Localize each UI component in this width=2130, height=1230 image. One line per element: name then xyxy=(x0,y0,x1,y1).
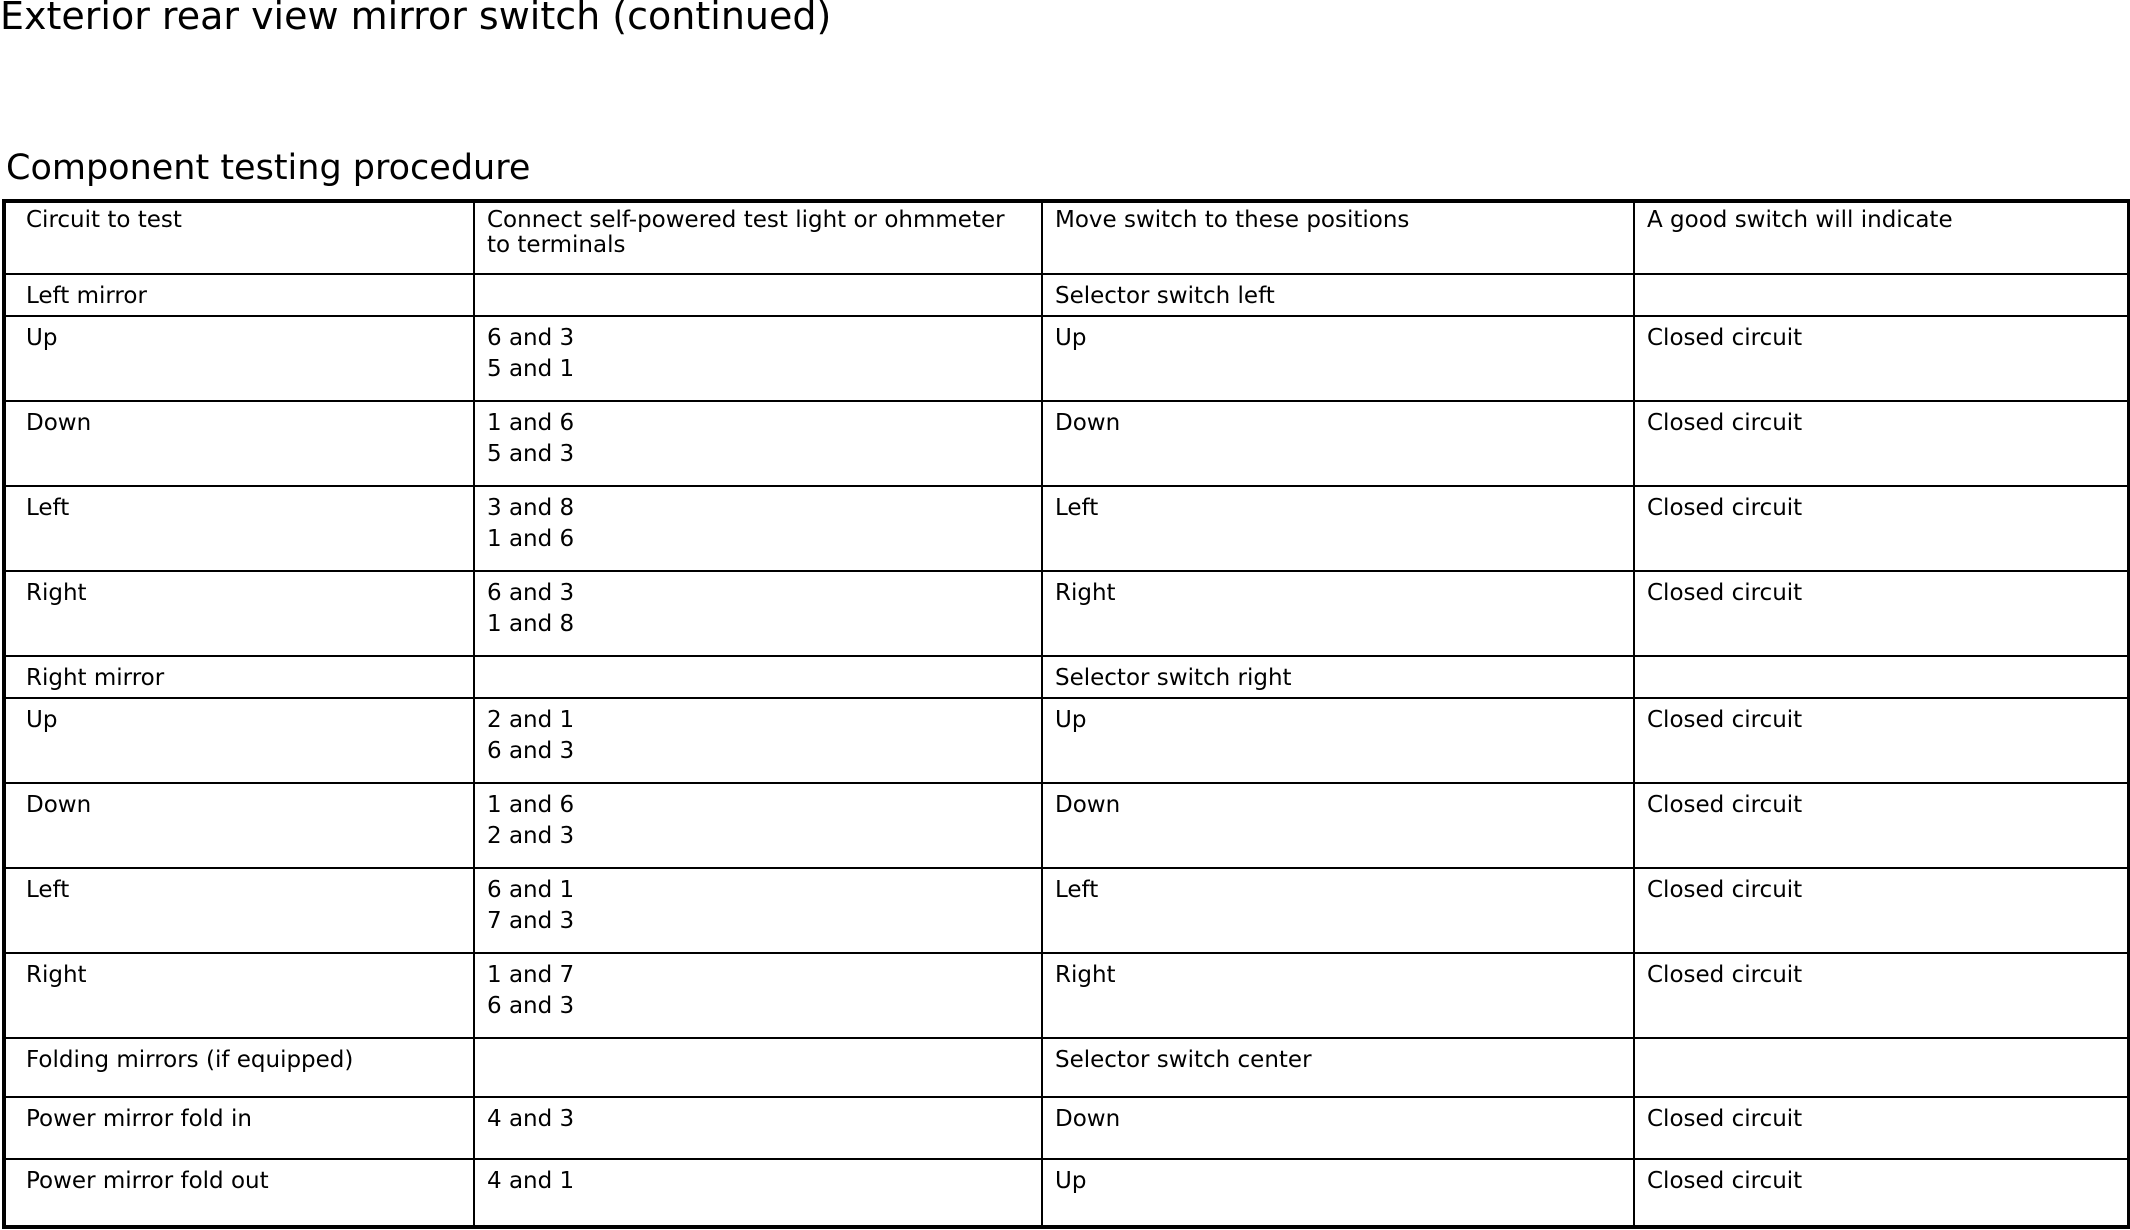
cell-switch-position: Up xyxy=(1042,1159,1634,1227)
cell-switch-position: Right xyxy=(1042,953,1634,1038)
cell-terminals xyxy=(474,1097,1042,1159)
cell-switch-position: Selector switch right xyxy=(1042,656,1634,698)
cell-switch-position: Selector switch center xyxy=(1042,1038,1634,1097)
cell-result: Closed circuit xyxy=(1634,868,2129,953)
terminal-pair: 2 and 1 xyxy=(487,707,575,733)
section-title: Component testing procedure xyxy=(6,148,531,188)
cell-result: Closed circuit xyxy=(1634,316,2129,401)
cell-result: Closed circuit xyxy=(1634,1159,2129,1227)
table-row xyxy=(4,656,2129,698)
cell-result: Closed circuit xyxy=(1634,486,2129,571)
cell-terminals xyxy=(474,1038,1042,1097)
terminal-pair: 6 and 3 xyxy=(487,580,575,606)
cell-terminals xyxy=(474,401,1042,486)
cell-switch-position: Selector switch left xyxy=(1042,274,1634,316)
terminal-pair: 4 and 3 xyxy=(487,1106,575,1132)
cell-circuit: Up xyxy=(4,316,474,401)
cell-circuit: Folding mirrors (if equipped) xyxy=(4,1038,474,1097)
cell-circuit: Down xyxy=(4,783,474,868)
terminal-pair: 6 and 3 xyxy=(487,325,575,351)
terminal-pair: 3 and 8 xyxy=(487,495,575,521)
cell-result: Closed circuit xyxy=(1634,571,2129,656)
table-row xyxy=(4,1038,2129,1097)
cell-switch-position: Down xyxy=(1042,1097,1634,1159)
cell-terminals xyxy=(474,571,1042,656)
cell-circuit: Right mirror xyxy=(4,656,474,698)
terminal-pair: 6 and 3 xyxy=(487,738,575,764)
component-testing-table xyxy=(2,199,2130,1229)
cell-terminals xyxy=(474,698,1042,783)
terminal-pair: 1 and 6 xyxy=(487,792,575,818)
cell-switch-position: Left xyxy=(1042,486,1634,571)
cell-circuit: Left xyxy=(4,868,474,953)
table-row xyxy=(4,316,2129,401)
table-row xyxy=(4,401,2129,486)
cell-result xyxy=(1634,274,2129,316)
cell-result xyxy=(1634,1038,2129,1097)
terminal-pair: 1 and 6 xyxy=(487,526,575,552)
cell-terminals xyxy=(474,783,1042,868)
table-row xyxy=(4,783,2129,868)
cell-terminals xyxy=(474,953,1042,1038)
cell-switch-position: Down xyxy=(1042,783,1634,868)
cell-circuit: Up xyxy=(4,698,474,783)
cell-result xyxy=(1634,656,2129,698)
cell-terminals xyxy=(474,1159,1042,1227)
terminal-pair: 7 and 3 xyxy=(487,908,575,934)
table-header-row xyxy=(4,201,2129,274)
cell-circuit: Power mirror fold in xyxy=(4,1097,474,1159)
table-row xyxy=(4,698,2129,783)
table-row xyxy=(4,274,2129,316)
cell-switch-position: Right xyxy=(1042,571,1634,656)
header-circuit-to-test: Circuit to test xyxy=(4,201,474,274)
terminal-pair: 6 and 1 xyxy=(487,877,575,903)
table-row xyxy=(4,953,2129,1038)
table-row xyxy=(4,868,2129,953)
terminal-pair: 4 and 1 xyxy=(487,1168,575,1194)
cell-switch-position: Up xyxy=(1042,698,1634,783)
terminal-pair: 2 and 3 xyxy=(487,823,575,849)
cell-switch-position: Down xyxy=(1042,401,1634,486)
cell-switch-position: Left xyxy=(1042,868,1634,953)
cell-circuit: Power mirror fold out xyxy=(4,1159,474,1227)
table-row xyxy=(4,486,2129,571)
cell-circuit: Right xyxy=(4,571,474,656)
table-row xyxy=(4,1159,2129,1227)
cell-switch-position: Up xyxy=(1042,316,1634,401)
cell-terminals xyxy=(474,656,1042,698)
cell-circuit: Left mirror xyxy=(4,274,474,316)
terminal-pair: 1 and 7 xyxy=(487,962,575,988)
cell-terminals xyxy=(474,316,1042,401)
cell-circuit: Down xyxy=(4,401,474,486)
table-body xyxy=(4,201,2129,1227)
cell-result: Closed circuit xyxy=(1634,783,2129,868)
cell-result: Closed circuit xyxy=(1634,1097,2129,1159)
header-good-switch-indication: A good switch will indicate xyxy=(1634,201,2129,274)
header-terminals: Connect self-powered test light or ohmmeter to terminals xyxy=(474,201,1042,274)
cell-circuit: Left xyxy=(4,486,474,571)
terminal-pair: 6 and 3 xyxy=(487,993,575,1019)
table-row xyxy=(4,1097,2129,1159)
cell-result: Closed circuit xyxy=(1634,401,2129,486)
header-switch-positions: Move switch to these positions xyxy=(1042,201,1634,274)
terminal-pair: 5 and 3 xyxy=(487,441,575,467)
cell-result: Closed circuit xyxy=(1634,953,2129,1038)
cell-terminals xyxy=(474,868,1042,953)
cell-terminals xyxy=(474,274,1042,316)
terminal-pair: 1 and 6 xyxy=(487,410,575,436)
cell-terminals xyxy=(474,486,1042,571)
cell-result: Closed circuit xyxy=(1634,698,2129,783)
table-row xyxy=(4,571,2129,656)
cell-circuit: Right xyxy=(4,953,474,1038)
document-title: Exterior rear view mirror switch (continued) xyxy=(0,0,832,38)
terminal-pair: 1 and 8 xyxy=(487,611,575,637)
terminal-pair: 5 and 1 xyxy=(487,356,575,382)
